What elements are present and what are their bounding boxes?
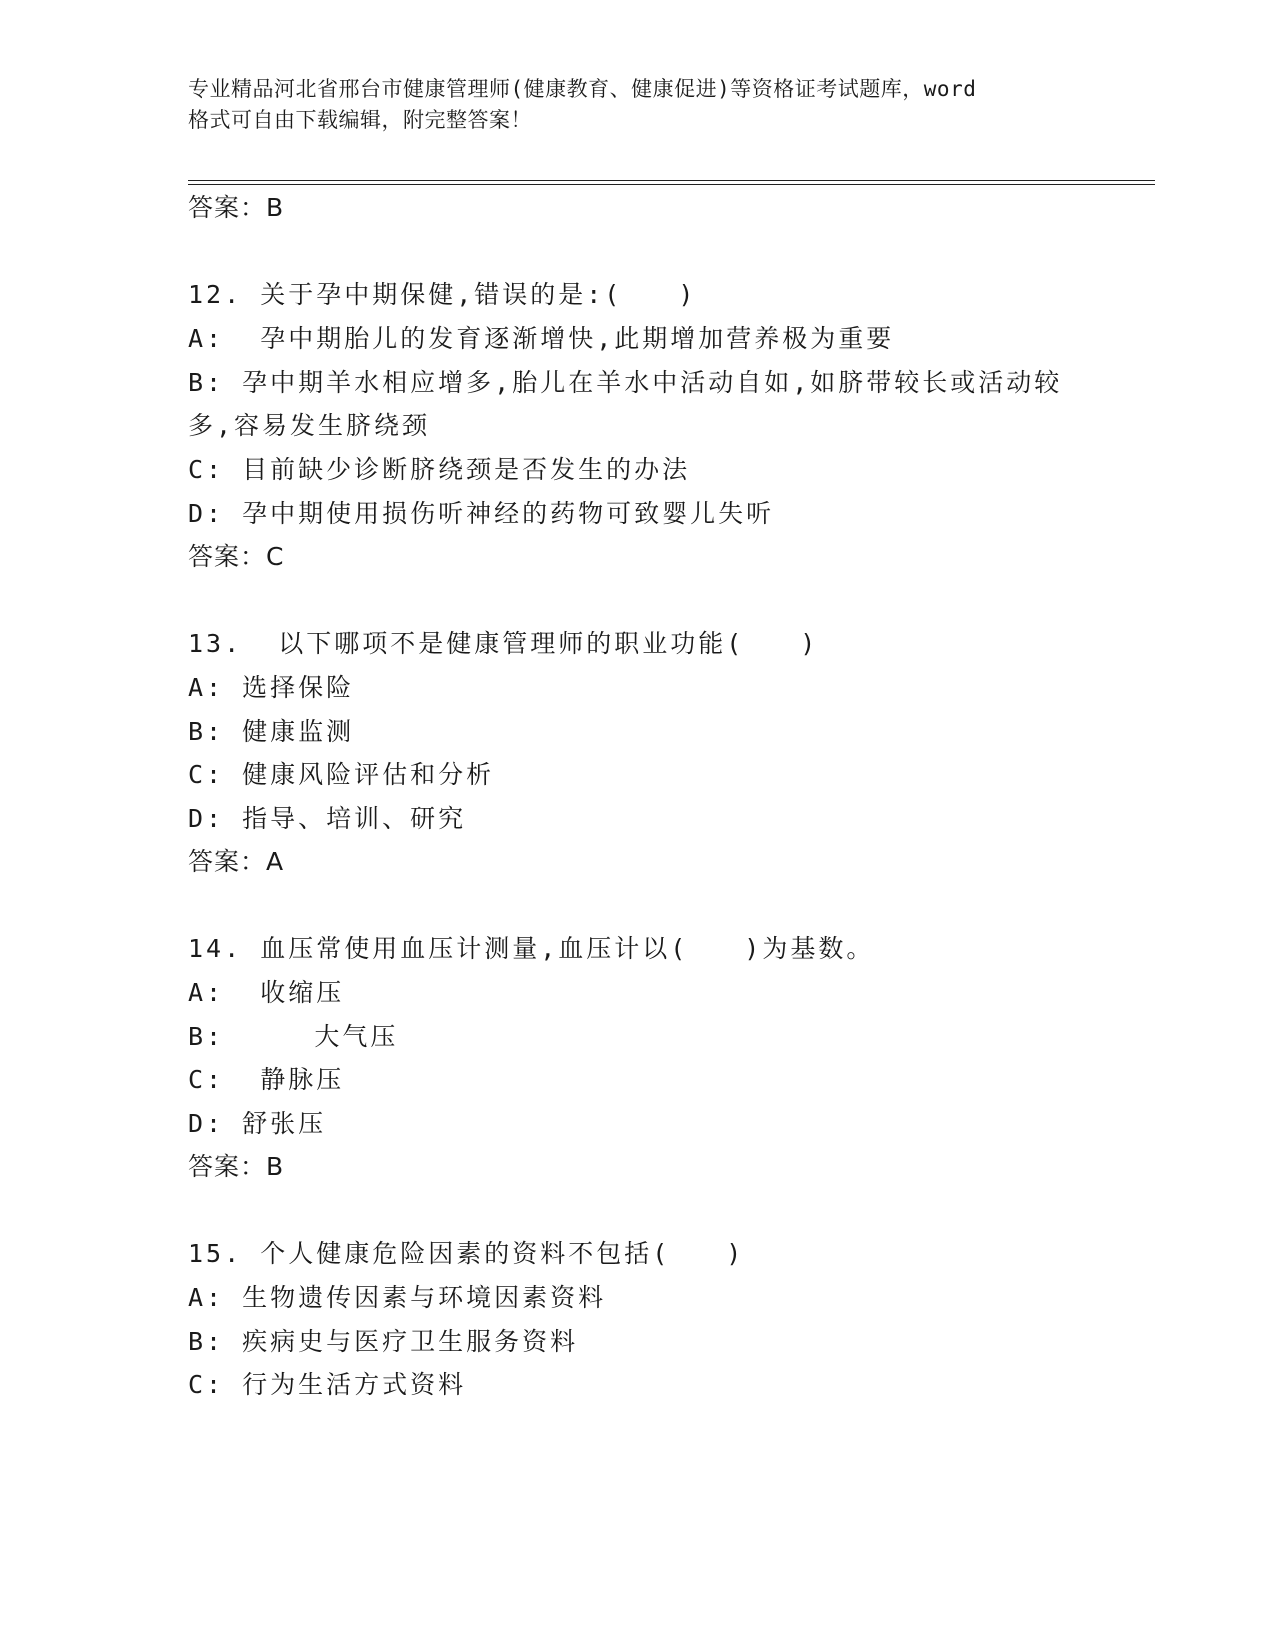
- question-12-option-b-line-2: 多,容易发生脐绕颈: [188, 411, 431, 440]
- question-14-stem: 14. 血压常使用血压计测量,血压计以( )为基数。: [188, 934, 875, 963]
- answer-q14: 答案：B: [188, 1152, 285, 1181]
- question-14-option-c: C: 静脉压: [188, 1065, 345, 1094]
- document-header: [188, 74, 1088, 136]
- question-12-option-a: A: 孕中期胎儿的发育逐渐增快,此期增加营养极为重要: [188, 324, 895, 353]
- question-12-stem: 12. 关于孕中期保健,错误的是:( ): [188, 280, 697, 309]
- question-15-option-a: A: 生物遗传因素与环境因素资料: [188, 1283, 607, 1312]
- question-12-option-c: C: 目前缺少诊断脐绕颈是否发生的办法: [188, 455, 691, 484]
- question-15-option-b: B: 疾病史与医疗卫生服务资料: [188, 1327, 579, 1356]
- header-line-1: 专业精品河北省邢台市健康管理师(健康教育、健康促进)等资格证考试题库，word: [188, 77, 977, 101]
- question-15-option-c: C: 行为生活方式资料: [188, 1370, 467, 1399]
- question-12-option-b-line-1: B: 孕中期羊水相应增多,胎儿在羊水中活动自如,如脐带较长或活动较: [188, 368, 1063, 397]
- header-divider-bottom: [188, 184, 1155, 185]
- question-13-option-d: D: 指导、培训、研究: [188, 804, 467, 833]
- header-divider-top: [188, 180, 1155, 181]
- answer-q11: 答案：B: [188, 193, 285, 222]
- question-13-option-b: B: 健康监测: [188, 717, 355, 746]
- answer-q12: 答案：C: [188, 542, 285, 571]
- answer-q13: 答案：A: [188, 847, 285, 876]
- question-13-option-c: C: 健康风险评估和分析: [188, 760, 495, 789]
- header-line-2: 格式可自由下载编辑，附完整答案！: [188, 108, 532, 132]
- question-14-option-a: A: 收缩压: [188, 978, 345, 1007]
- question-13-stem: 13. 以下哪项不是健康管理师的职业功能( ): [188, 629, 819, 658]
- question-12-option-d: D: 孕中期使用损伤听神经的药物可致婴儿失听: [188, 499, 775, 528]
- question-15-stem: 15. 个人健康危险因素的资料不包括( ): [188, 1239, 745, 1268]
- question-14-option-d: D: 舒张压: [188, 1109, 327, 1138]
- question-13-option-a: A: 选择保险: [188, 673, 355, 702]
- question-14-option-b: B: 大气压: [188, 1022, 399, 1051]
